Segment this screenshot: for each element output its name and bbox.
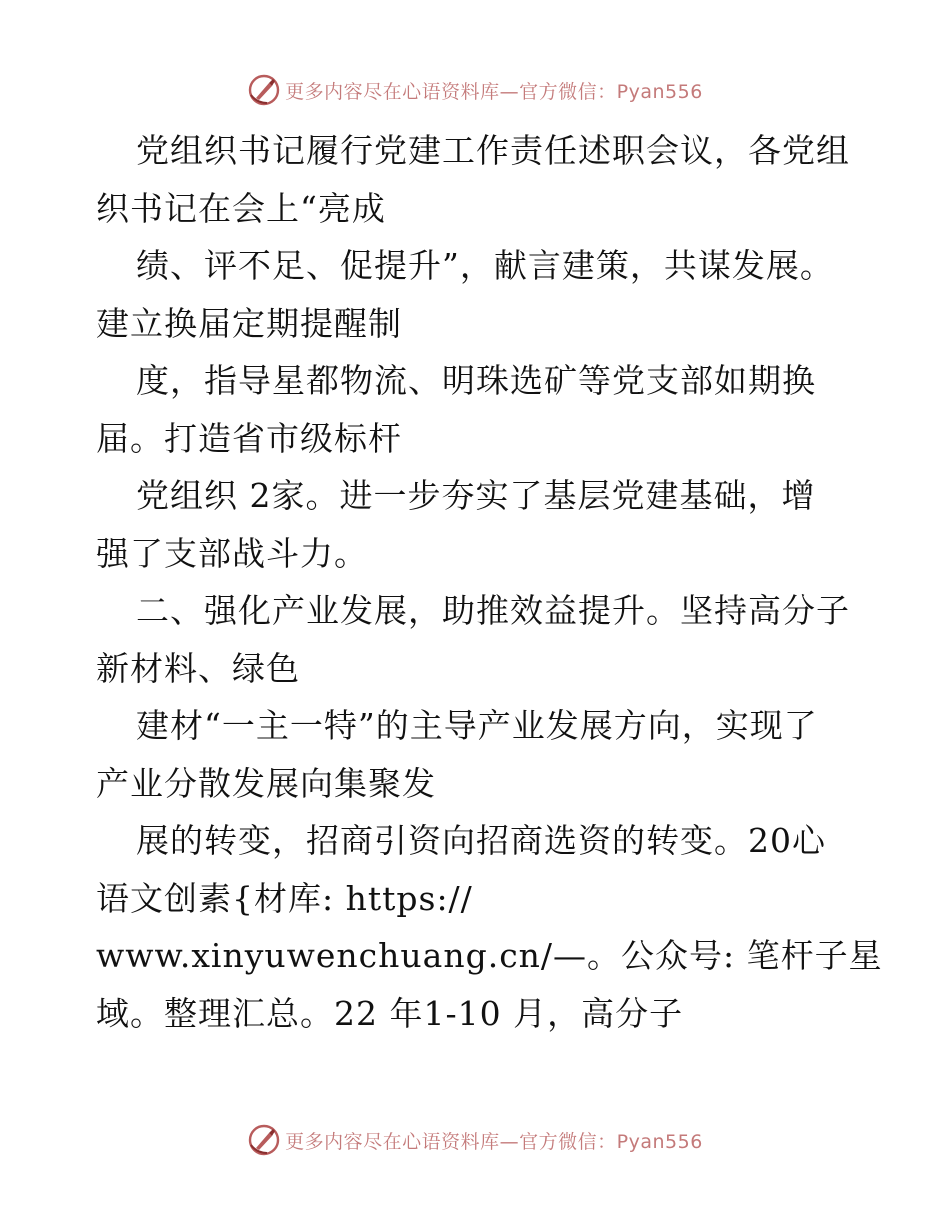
body-line: 新材料、绿色 <box>96 648 300 688</box>
pen-circle-logo-icon <box>247 1123 281 1157</box>
body-line: 党组织书记履行党建工作责任述职会议，各党组 <box>136 131 850 170</box>
header-banner-text: 更多内容尽在心语资料库—官方微信：Pyan556 <box>285 80 703 103</box>
body-line: 届。打造省市级标杆 <box>96 418 402 458</box>
body-line: 度，指导星都物流、明珠选矿等党支部如期换 <box>136 361 816 400</box>
body-line: 二、强化产业发展，助推效益提升。坚持高分子 <box>136 591 850 630</box>
body-line: 建立换届定期提醒制 <box>96 303 402 343</box>
header-watermark-banner <box>0 70 950 110</box>
body-line: www.xinyuwenchuang.cn/—。公众号: 笔杆子星 <box>96 936 883 975</box>
body-line: 产业分散发展向集聚发 <box>96 763 436 803</box>
body-line: 织书记在会上“亮成 <box>96 188 386 228</box>
body-line: 展的转变，招商引资向招商选资的转变。20心 <box>136 821 826 860</box>
body-line: 党组织 2家。进一步夯实了基层党建基础，增 <box>136 476 816 515</box>
body-line: 语文创素{材库: https:// <box>96 878 473 918</box>
body-line: 强了支部战斗力。 <box>96 533 368 573</box>
body-line: 建材“一主一特”的主导产业发展方向，实现了 <box>136 706 818 745</box>
pen-circle-logo-icon <box>247 73 281 107</box>
body-line: 域。整理汇总。22 年1-10 月，高分子 <box>96 993 684 1033</box>
body-line: 绩、评不足、促提升”，献言建策，共谋发展。 <box>136 246 834 285</box>
footer-banner-text: 更多内容尽在心语资料库—官方微信：Pyan556 <box>285 1130 703 1153</box>
document-body <box>96 122 883 1042</box>
footer-watermark-banner <box>0 1120 950 1160</box>
